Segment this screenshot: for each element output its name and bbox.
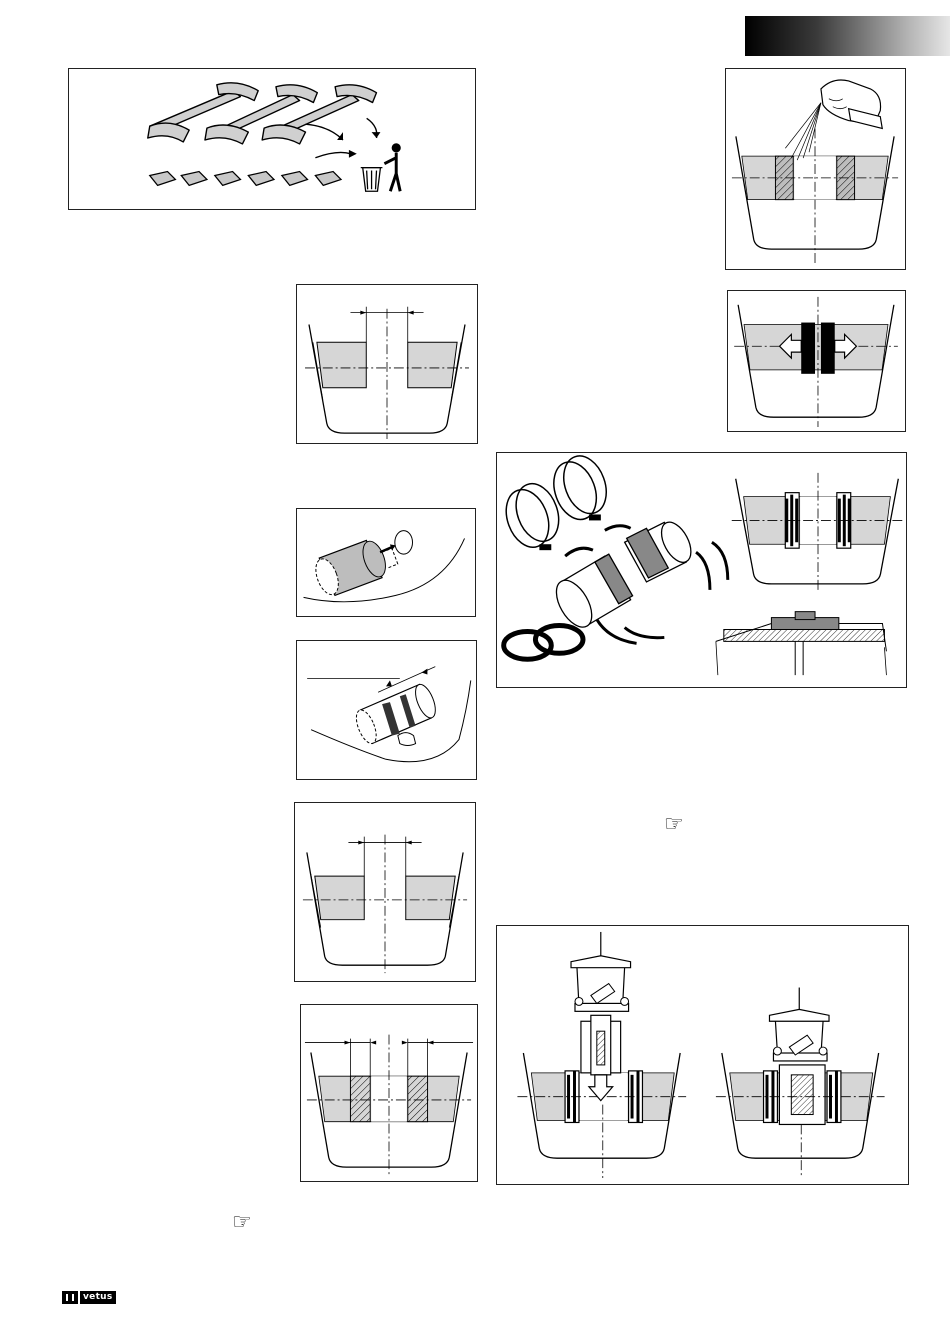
tube-mark-icon	[297, 641, 476, 779]
hull-section-icon	[297, 285, 477, 443]
arrows-out-icon	[728, 291, 905, 431]
figure-tube-hatched	[300, 1004, 478, 1182]
pointer-hand-icon: ☞	[232, 1210, 252, 1235]
hull-right	[716, 988, 885, 1179]
logo-mark-icon	[62, 1291, 78, 1304]
clamp-rings-icon	[497, 453, 906, 687]
page-header-tab	[745, 16, 950, 56]
small-pads	[150, 172, 341, 186]
figure-discard-parts	[68, 68, 476, 210]
discard-parts-illustration	[69, 69, 475, 209]
figure-tube-distance-2	[294, 802, 476, 982]
figure-lowering-unit	[496, 925, 909, 1185]
trash-bin-person-icon	[361, 144, 400, 191]
figure-clamps-assembly	[496, 452, 907, 688]
hull-section-icon	[295, 803, 475, 981]
hull-left	[517, 932, 686, 1178]
logo-wordmark: vetus	[80, 1291, 116, 1304]
figure-tube-cut	[296, 508, 476, 617]
hull-section-icon	[301, 1005, 477, 1181]
figure-tube-mark	[296, 640, 477, 780]
hoist-icon	[497, 926, 908, 1184]
tube-cut-icon	[297, 509, 475, 616]
figure-tube-distance-1	[296, 284, 478, 444]
spray-can-icon	[726, 69, 905, 269]
vetus-logo	[62, 1290, 116, 1304]
figure-spray	[725, 68, 906, 270]
pointer-hand-icon: ☞	[664, 812, 684, 837]
figure-push-apart	[727, 290, 906, 432]
